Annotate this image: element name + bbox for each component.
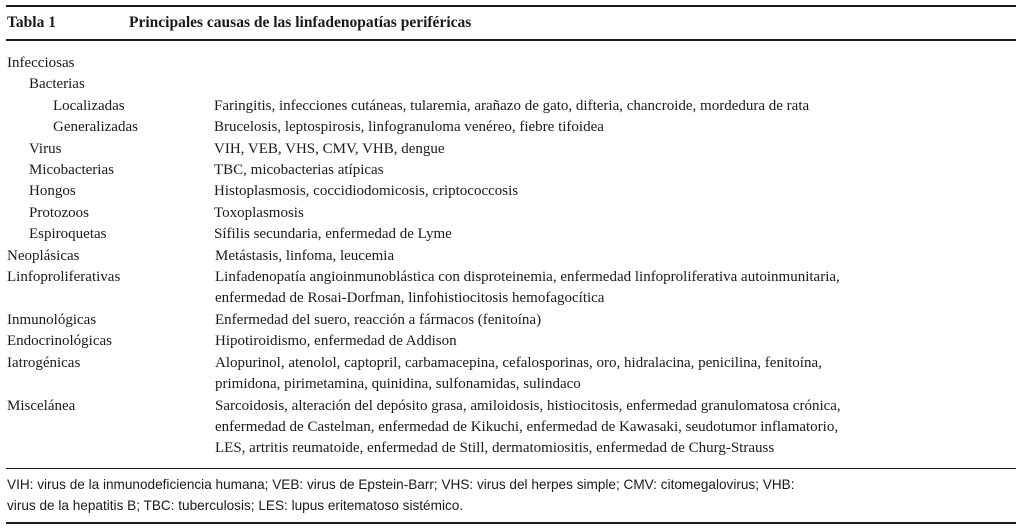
description-line: Faringitis, infecciones cutáneas, tularemia, arañazo de gato, difteria, chancroide, mordedura de rata bbox=[214, 97, 810, 114]
table-row bbox=[6, 160, 1016, 181]
table-row bbox=[6, 117, 1016, 138]
description-cell bbox=[215, 267, 1016, 310]
table-row bbox=[6, 139, 1016, 160]
description-line: Metástasis, linfoma, leucemia bbox=[215, 247, 395, 264]
description-cell bbox=[215, 53, 1016, 74]
description-line: Sífilis secundaria, enfermedad de Lyme bbox=[214, 226, 452, 243]
category-cell: Localizadas bbox=[53, 97, 125, 114]
table-row bbox=[6, 224, 1016, 245]
description-cell bbox=[215, 331, 1016, 352]
description-cell bbox=[214, 74, 1016, 95]
category-cell: Miscelánea bbox=[7, 397, 76, 414]
table-row bbox=[6, 310, 1016, 331]
description-cell bbox=[215, 246, 1016, 267]
description-line: Histoplasmosis, coccidiodomicosis, criptococcosis bbox=[214, 183, 519, 200]
table-figure bbox=[6, 5, 1016, 524]
description-line: Linfadenopatía angioinmunoblástica con disproteinemia, enfermedad linfoproliferativa autoinmunitaria, bbox=[215, 269, 840, 286]
description-cell bbox=[215, 396, 1016, 460]
table-row bbox=[6, 181, 1016, 202]
category-cell: Virus bbox=[29, 140, 62, 157]
category-cell: Infecciosas bbox=[7, 55, 75, 71]
table-footnote bbox=[6, 469, 1016, 522]
category-cell: Espiroquetas bbox=[29, 226, 107, 243]
description-cell bbox=[215, 353, 1016, 396]
table-row bbox=[6, 96, 1016, 117]
description-line: enfermedad de Rosai-Dorfman, linfohistiocitosis hemofagocítica bbox=[215, 290, 605, 307]
table-row bbox=[6, 203, 1016, 224]
table-row bbox=[6, 331, 1016, 352]
table-body bbox=[6, 41, 1016, 468]
category-cell: Generalizadas bbox=[53, 119, 138, 136]
description-cell bbox=[214, 224, 1016, 245]
bottom-rule bbox=[6, 522, 1016, 524]
category-cell: Inmunológicas bbox=[7, 311, 97, 328]
description-line: Alopurinol, atenolol, captopril, carbamacepina, cefalosporinas, oro, hidralacina, penicilina, fenitoína, bbox=[215, 354, 822, 371]
description-cell bbox=[214, 203, 1016, 224]
table-header bbox=[6, 7, 1016, 39]
description-line: primidona, pirimetamina, quinidina, sulfonamidas, sulindaco bbox=[215, 376, 581, 393]
footnote-line: VIH: virus de la inmunodeficiencia humana; VEB: virus de Epstein-Barr; VHS: virus del herpes simple; CMV: citomegalovirus; VHB: bbox=[7, 476, 795, 492]
category-cell: Bacterias bbox=[29, 76, 85, 93]
category-cell: Linfoproliferativas bbox=[7, 269, 121, 286]
description-cell bbox=[214, 117, 1016, 138]
category-cell: Protozoos bbox=[29, 204, 89, 221]
category-cell: Iatrogénicas bbox=[7, 354, 81, 371]
description-cell bbox=[214, 139, 1016, 160]
category-cell: Hongos bbox=[29, 183, 76, 200]
footnote-line: virus de la hepatitis B; TBC: tuberculosis; LES: lupus eritematoso sistémico. bbox=[7, 497, 464, 513]
category-cell: Endocrinológicas bbox=[7, 333, 112, 350]
table-row bbox=[6, 246, 1016, 267]
description-line: VIH, VEB, VHS, CMV, VHB, dengue bbox=[214, 140, 445, 157]
description-cell bbox=[214, 181, 1016, 202]
table-row bbox=[6, 267, 1016, 310]
description-cell bbox=[214, 160, 1016, 181]
description-line: LES, artritis reumatoide, enfermedad de Still, dermatomiositis, enfermedad de Churg-Strauss bbox=[215, 440, 775, 457]
description-line: Toxoplasmosis bbox=[214, 204, 304, 221]
description-line: Hipotiroidismo, enfermedad de Addison bbox=[215, 333, 457, 350]
table-row bbox=[6, 74, 1016, 95]
category-cell: Neoplásicas bbox=[7, 247, 80, 264]
description-line: enfermedad de Castelman, enfermedad de Kikuchi, enfermedad de Kawasaki, seudotumor inflamatorio, bbox=[215, 418, 839, 435]
description-line: Sarcoidosis, alteración del depósito grasa, amiloidosis, histiocitosis, enfermedad granulomatosa crónica, bbox=[215, 397, 841, 414]
category-cell: Micobacterias bbox=[29, 162, 114, 179]
table-row bbox=[6, 53, 1016, 74]
description-line: Enfermedad del suero, reacción a fármacos (fenitoína) bbox=[215, 311, 542, 328]
description-cell bbox=[214, 96, 1016, 117]
description-line: Brucelosis, leptospirosis, linfogranuloma venéreo, fiebre tifoidea bbox=[214, 119, 604, 136]
table-row bbox=[6, 396, 1016, 460]
table-row bbox=[6, 353, 1016, 396]
table-title: Principales causas de las linfadenopatías periféricas bbox=[129, 14, 472, 31]
description-cell bbox=[215, 310, 1016, 331]
table-label: Tabla 1 bbox=[7, 14, 56, 31]
description-line: TBC, micobacterias atípicas bbox=[214, 162, 384, 179]
